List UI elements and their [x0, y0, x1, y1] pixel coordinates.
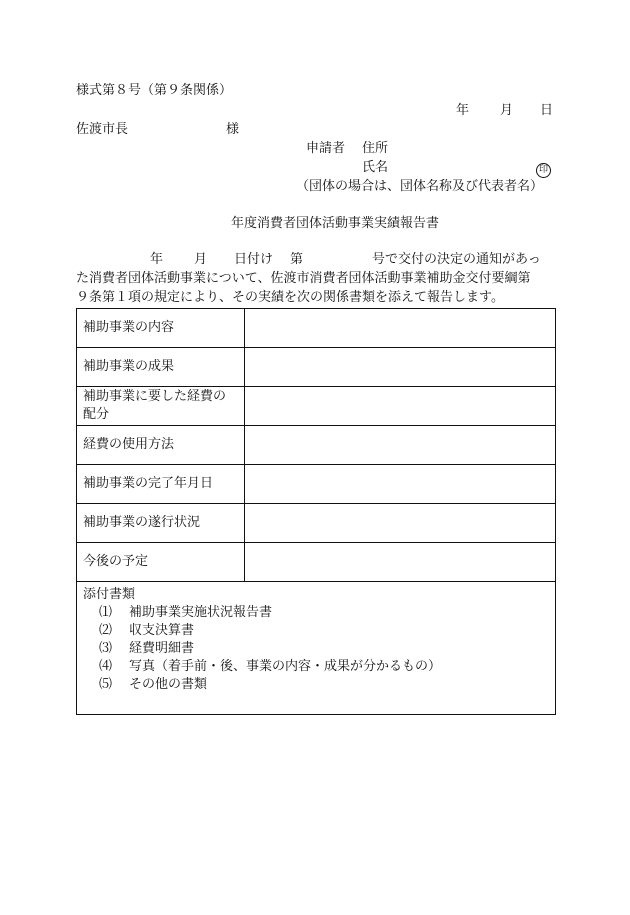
attachment-item	[83, 640, 549, 658]
row-label: 今後の予定	[77, 543, 245, 582]
table-row	[77, 348, 556, 387]
date-day-label: 日	[540, 103, 554, 118]
body-month: 月	[194, 252, 208, 267]
attachment-number: ⑶	[99, 641, 113, 656]
table-row	[77, 426, 556, 465]
row-label: 補助事業に要した経費の配分	[77, 387, 245, 426]
address-label: 住所	[362, 141, 389, 156]
row-value-cell[interactable]	[245, 543, 556, 582]
addressee-honorific: 様	[226, 122, 240, 137]
attachment-number: ⑴	[99, 605, 113, 620]
attachment-number: ⑷	[99, 659, 113, 674]
attachment-text: その他の書類	[129, 677, 208, 692]
row-value-cell[interactable]	[245, 348, 556, 387]
table-row	[77, 543, 556, 582]
row-value-cell[interactable]	[245, 504, 556, 543]
attachment-number: ⑵	[99, 623, 113, 638]
row-value-cell[interactable]	[245, 426, 556, 465]
form-number: 様式第８号（第９条関係）	[76, 83, 233, 98]
date-year-label: 年	[456, 103, 470, 118]
table-row	[77, 504, 556, 543]
attachment-text: 収支決算書	[129, 623, 195, 638]
body-year: 年	[150, 252, 164, 267]
attachments-heading: 添付書類	[83, 587, 136, 602]
document-title: 年度消費者団体活動事業実績報告書	[231, 216, 440, 231]
date-month-label: 月	[500, 103, 514, 118]
report-table	[76, 308, 556, 715]
attachment-item	[83, 658, 549, 676]
table-row	[77, 387, 556, 426]
row-label: 補助事業の成果	[77, 348, 245, 387]
attachment-item	[83, 604, 549, 622]
body-rest: 号で交付の決定の通知があっ	[372, 252, 541, 267]
attachment-text: 補助事業実施状況報告書	[129, 605, 273, 620]
body-date: 日付け	[234, 252, 274, 267]
table-row	[77, 309, 556, 348]
row-label: 補助事業の完了年月日	[77, 465, 245, 504]
body-dai: 第	[290, 252, 304, 267]
seal-icon	[536, 160, 551, 178]
attachments-cell	[77, 582, 556, 715]
addressee-name: 佐渡市長	[76, 122, 129, 137]
row-value-cell[interactable]	[245, 465, 556, 504]
row-label: 補助事業の遂行状況	[77, 504, 245, 543]
attachment-text: 経費明細書	[129, 641, 195, 656]
applicant-label: 申請者	[306, 141, 346, 156]
row-value-cell[interactable]	[245, 387, 556, 426]
attachment-item	[83, 676, 549, 694]
attachment-text: 写真（着手前・後、事業の内容・成果が分かるもの）	[129, 659, 442, 674]
body-line-2: た消費者団体活動事業について、佐渡市消費者団体活動事業補助金交付要綱第	[76, 271, 531, 286]
table-row	[77, 465, 556, 504]
attachment-number: ⑸	[99, 677, 113, 692]
seal-mark: 印	[536, 163, 551, 178]
row-value-cell[interactable]	[245, 309, 556, 348]
row-label: 補助事業の内容	[77, 309, 245, 348]
applicant-note: （団体の場合は、団体名称及び代表者名）	[296, 179, 544, 194]
attachments-row	[77, 582, 556, 715]
name-label: 氏名	[362, 160, 389, 175]
attachment-item	[83, 622, 549, 640]
row-label: 経費の使用方法	[77, 426, 245, 465]
body-line-3: ９条第１項の規定により、その実績を次の関係書類を添えて報告します。	[76, 290, 504, 305]
